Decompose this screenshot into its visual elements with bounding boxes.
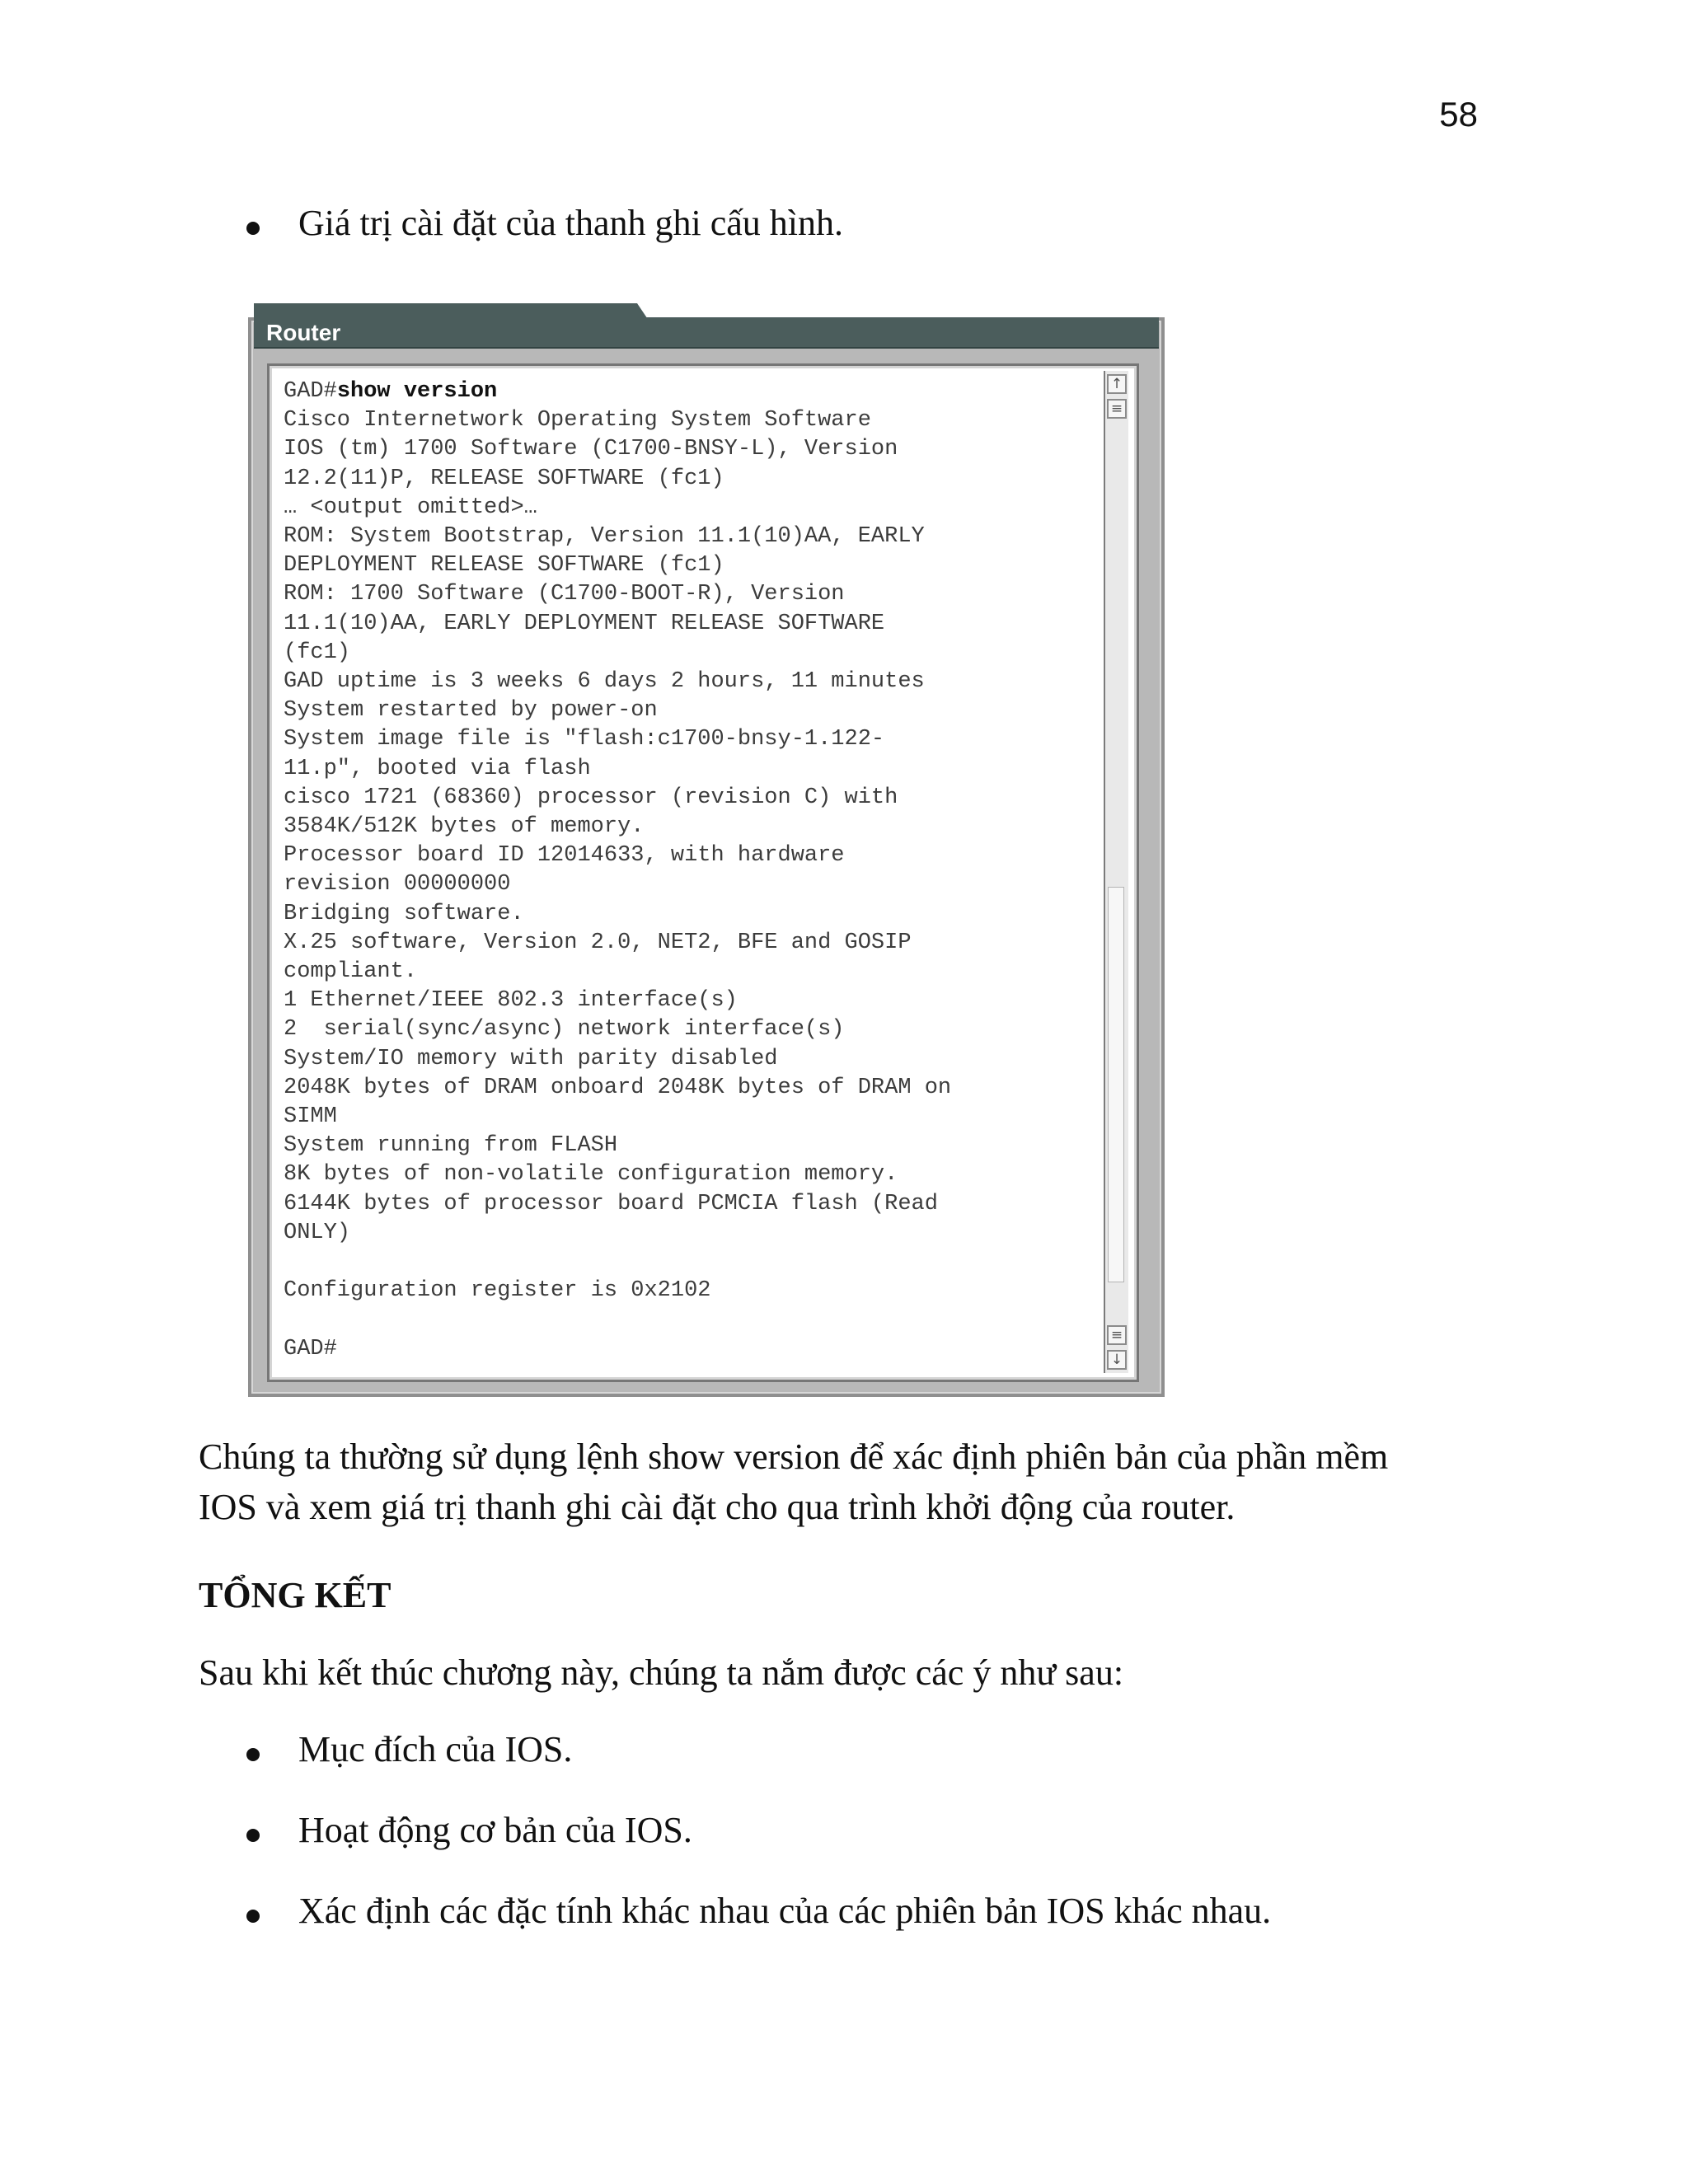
terminal-prompt-line: GAD# bbox=[284, 1336, 337, 1361]
terminal-output-line: System running from FLASH bbox=[284, 1133, 618, 1159]
summary-bullet-text: Xác định các đặc tính khác nhau của các phiên bản IOS khác nhau. bbox=[298, 1891, 1272, 1931]
terminal-output-line: compliant. bbox=[284, 959, 418, 985]
router-terminal-window bbox=[248, 302, 1165, 1397]
terminal-output-line: X.25 software, Version 2.0, NET2, BFE and GOSIP bbox=[284, 930, 912, 955]
terminal-output-line: DEPLOYMENT RELEASE SOFTWARE (fc1) bbox=[284, 553, 724, 579]
terminal-text bbox=[284, 377, 951, 1364]
terminal-output-area bbox=[267, 363, 1139, 1382]
window-titlebar bbox=[254, 317, 1159, 349]
terminal-output-line: ROM: System Bootstrap, Version 11.1(10)AA, EARLY bbox=[284, 524, 925, 550]
terminal-output-line: 12.2(11)P, RELEASE SOFTWARE (fc1) bbox=[284, 466, 724, 491]
paragraph-line: Chúng ta thường sử dụng lệnh show version để xác định phiên bản của phần mềm bbox=[199, 1436, 1389, 1477]
page-number: 58 bbox=[1439, 95, 1478, 134]
terminal-output-line: 1 Ethernet/IEEE 802.3 interface(s) bbox=[284, 988, 738, 1014]
terminal-output-line: 3584K/512K bytes of memory. bbox=[284, 814, 645, 840]
summary-intro: Sau khi kết thúc chương này, chúng ta nắm được các ý như sau: bbox=[199, 1652, 1124, 1693]
scroll-top-icon[interactable]: ≡ bbox=[1107, 399, 1127, 419]
terminal-scrollbar[interactable] bbox=[1104, 371, 1128, 1373]
terminal-output-line: ONLY) bbox=[284, 1220, 351, 1245]
bullet-dot-icon bbox=[246, 1910, 260, 1923]
terminal-output-line: SIMM bbox=[284, 1104, 337, 1130]
terminal-command-line bbox=[284, 377, 951, 406]
terminal-output-line: IOS (tm) 1700 Software (C1700-BNSY-L), Version bbox=[284, 437, 898, 462]
terminal-output-line: System image file is "flash:c1700-bnsy-1.122- bbox=[284, 727, 885, 752]
terminal-output-line: revision 00000000 bbox=[284, 872, 511, 898]
terminal-output-line: 2048K bytes of DRAM onboard 2048K bytes of DRAM on bbox=[284, 1075, 952, 1100]
terminal-output-line: Processor board ID 12014633, with hardware bbox=[284, 843, 845, 869]
summary-bullet-text: Mục đích của IOS. bbox=[298, 1729, 573, 1769]
terminal-output-line: 11.1(10)AA, EARLY DEPLOYMENT RELEASE SOFTWARE bbox=[284, 611, 885, 636]
bullet-dot-icon bbox=[246, 1748, 260, 1761]
terminal-output-line: System restarted by power-on bbox=[284, 698, 658, 724]
scroll-up-icon[interactable]: ↑ bbox=[1107, 374, 1127, 394]
terminal-output-line: ROM: 1700 Software (C1700-BOOT-R), Version bbox=[284, 582, 845, 607]
terminal-output-line: System/IO memory with parity disabled bbox=[284, 1046, 778, 1071]
terminal-output-line: Configuration register is 0x2102 bbox=[284, 1278, 711, 1304]
terminal-output-line: GAD uptime is 3 weeks 6 days 2 hours, 11 minutes bbox=[284, 669, 925, 695]
paragraph-line: IOS và xem giá trị thanh ghi cài đặt cho qua trình khởi động của router. bbox=[199, 1487, 1236, 1527]
terminal-output-line: (fc1) bbox=[284, 640, 351, 665]
scrollbar-thumb[interactable] bbox=[1108, 887, 1124, 1282]
command-prompt: GAD# bbox=[284, 379, 337, 404]
command-text: show version bbox=[336, 379, 498, 404]
terminal-output-line: cisco 1721 (68360) processor (revision C) with bbox=[284, 785, 898, 810]
body-paragraph bbox=[199, 1432, 1476, 1532]
terminal-output-line: 6144K bytes of processor board PCMCIA flash (Read bbox=[284, 1191, 938, 1216]
terminal-blank-line bbox=[284, 1248, 951, 1277]
terminal-output-line: 11.p", booted via flash bbox=[284, 756, 591, 781]
bullet-dot-icon bbox=[246, 222, 260, 235]
terminal-output-line: … <output omitted>… bbox=[284, 494, 537, 520]
terminal-output-line: 8K bytes of non-volatile configuration memory. bbox=[284, 1162, 898, 1188]
section-heading: TỔNG KẾT bbox=[199, 1575, 392, 1615]
terminal-blank-line bbox=[284, 1305, 951, 1334]
terminal-output-line: 2 serial(sync/async) network interface(s) bbox=[284, 1017, 845, 1043]
bullet-dot-icon bbox=[246, 1829, 260, 1842]
terminal-output-line: Bridging software. bbox=[284, 901, 524, 926]
scroll-down-icon[interactable]: ↓ bbox=[1107, 1350, 1127, 1370]
window-title: Router bbox=[266, 320, 341, 345]
summary-bullet-text: Hoạt động cơ bản của IOS. bbox=[298, 1810, 692, 1850]
terminal-output-line: Cisco Internetwork Operating System Software bbox=[284, 408, 871, 434]
top-bullet-text: Giá trị cài đặt của thanh ghi cấu hình. bbox=[298, 203, 843, 243]
scroll-bottom-icon[interactable]: ≡ bbox=[1107, 1325, 1127, 1345]
